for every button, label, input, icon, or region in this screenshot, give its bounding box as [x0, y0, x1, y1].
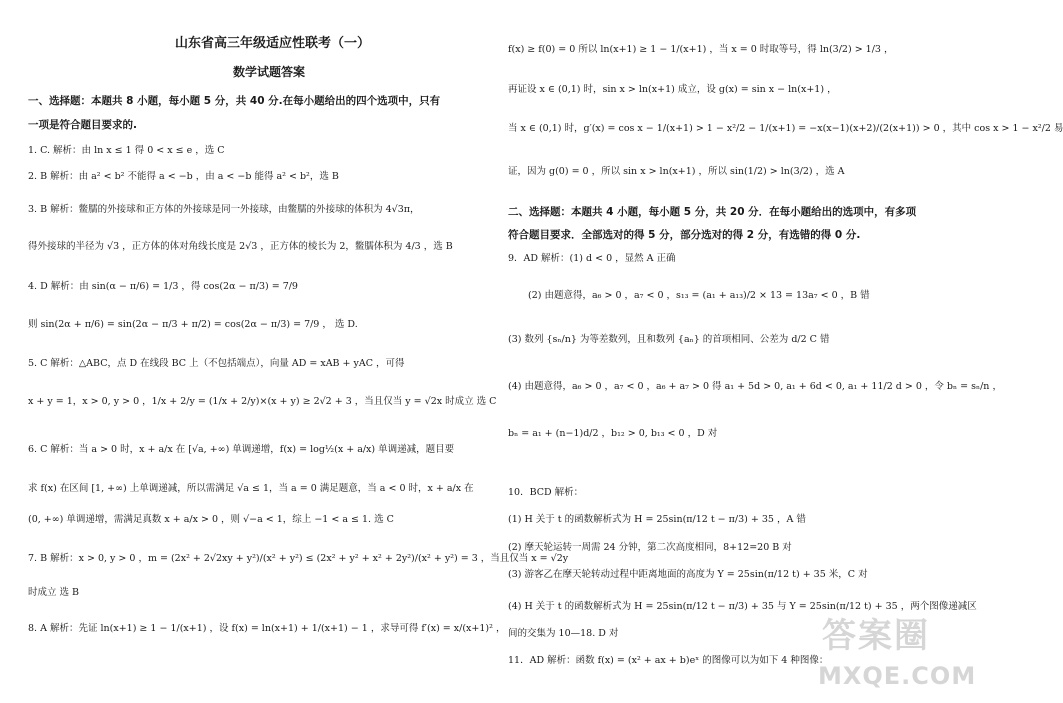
section-heading-1: 一、选择题：本题共 8 小题，每小题 5 分，共 40 分.在每小题给出的四个选项中，只有 [28, 95, 441, 107]
answer-line: 11．AD 解析：函数 f(x) = (x² + ax + b)eˣ 的图像可以为如下 4 种图像： [508, 655, 829, 666]
section-heading-2: 二、选择题：本题共 4 小题，每小题 5 分，共 20 分．在每小题给出的选项中，有多项 [508, 206, 917, 218]
answer-line: 8. A 解析：先证 ln(x+1) ≥ 1 − 1/(x+1) ，设 f(x) = ln(x+1) + 1/(x+1) − 1 ，求导可得 f′(x) = x/(x+1)² ， [28, 623, 506, 634]
answer-line: bₙ = a₁ + (n−1)d/2 ，b₁₂ > 0, b₁₃ < 0 ，D 对 [508, 428, 718, 439]
answer-line: 5. C 解析：△ABC，点 D 在线段 BC 上（不包括端点），向量 AD = xAB + yAC ，可得 [28, 358, 405, 369]
answer-line: (4) 由题意得，a₆ > 0 ，a₇ < 0 ，a₆ + a₇ > 0 得 a₁ + 5d > 0, a₁ + 6d < 0, a₁ + 11/2 d > 0 ，令 bₙ = sₙ/n ， [508, 381, 1002, 392]
answer-line: (3) 数列 {sₙ/n} 为等差数列，且和数列 {aₙ} 的首项相同、公差为 d/2 C 错 [508, 334, 830, 345]
answer-line: (2) 摩天轮运转一周需 24 分钟，第二次高度相同，8+12=20 B 对 [508, 542, 792, 553]
answer-line: 10．BCD 解析： [508, 487, 584, 498]
answer-line: 6. C 解析：当 a > 0 时，x + a/x 在 [√a, +∞) 单调递增，f(x) = log½(x + a/x) 单调递减，题目要 [28, 444, 455, 455]
answer-line: (4) H 关于 t 的函数解析式为 H = 25sin(π/12 t − π/3) + 35 与 Y = 25sin(π/12 t) + 35 ，两个图像递减区 [508, 601, 977, 612]
answer-line: 得外接球的半径为 √3 ，正方体的体对角线长度是 2√3 ，正方体的棱长为 2，鳖臑体积为 4/3 ，选 B [28, 241, 453, 252]
watermark-url: MXQE.COM [818, 662, 977, 690]
answer-line: 7. B 解析：x > 0, y > 0 ，m = (2x² + 2√2xy + y²)/(x² + y²) ≤ (2x² + y² + x² + 2y²)/(x² + y²) = 3 ，当且仅当 x = √2y [28, 553, 569, 564]
answer-line: 当 x ∈ (0,1) 时，g′(x) = cos x − 1/(x+1) > 1 − x²/2 − 1/(x+1) = −x(x−1)(x+2)/(2(x+1)) > 0 ，其中 cos x > 1 − x²/2 易 [508, 123, 1063, 134]
section-heading-1-cont: 一项是符合题目要求的. [28, 119, 137, 131]
answer-line: 3. B 解析：鳖臑的外接球和正方体的外接球是同一外接球，由鳖臑的外接球的体积为 4√3π， [28, 204, 420, 215]
answer-line: 则 sin(2α + π/6) = sin(2α − π/3 + π/2) = cos(2α − π/3) = 7/9 ， 选 D. [28, 319, 358, 330]
answer-line: 间的交集为 10—18. D 对 [508, 628, 619, 639]
section-heading-2-cont: 符合题目要求．全部选对的得 5 分，部分选对的得 2 分，有选错的得 0 分. [508, 229, 861, 241]
answer-line: 9．AD 解析：(1) d < 0 ，显然 A 正确 [508, 253, 676, 264]
answer-line: f(x) ≥ f(0) = 0 所以 ln(x+1) ≥ 1 − 1/(x+1) ，当 x = 0 时取等号，得 ln(3/2) > 1/3 ， [508, 44, 894, 55]
answer-line: 2. B 解析：由 a² < b² 不能得 a < −b ，由 a < −b 能得 a² < b²，选 B [28, 171, 339, 182]
answer-line: (2) 由题意得，a₆ > 0 ，a₇ < 0 ，s₁₃ = (a₁ + a₁₃)/2 × 13 = 13a₇ < 0 ，B 错 [528, 290, 870, 301]
page-subtitle: 数学试题答案 [233, 65, 306, 79]
answer-line: 4. D 解析：由 sin(α − π/6) = 1/3 ，得 cos(2α − π/3) = 7/9 [28, 281, 298, 292]
answer-line: x + y = 1，x > 0, y > 0 ，1/x + 2/y = (1/x + 2/y)×(x + y) ≥ 2√2 + 3 ，当且仅当 y = √2x 时成立 选 C [28, 396, 497, 407]
answer-line: 时成立 选 B [28, 587, 80, 598]
answer-line: 求 f(x) 在区间 [1, +∞) 上单调递减，所以需满足 √a ≤ 1，当 a = 0 满足题意，当 a < 0 时，x + a/x 在 [28, 483, 474, 494]
watermark-logo: 答案圈 [822, 616, 930, 656]
answer-line: (3) 游客乙在摩天轮转动过程中距离地面的高度为 Y = 25sin(π/12 t) + 35 米，C 对 [508, 569, 868, 580]
answer-line: (0, +∞) 单调递增，需满足真数 x + a/x > 0 ，则 √−a < 1，综上 −1 < a ≤ 1. 选 C [28, 514, 394, 525]
answer-line: 证，因为 g(0) = 0 ，所以 sin x > ln(x+1) ，所以 sin(1/2) > ln(3/2) ，选 A [508, 166, 845, 177]
answer-line: (1) H 关于 t 的函数解析式为 H = 25sin(π/12 t − π/3) + 35 ，A 错 [508, 514, 806, 525]
page-title: 山东省高三年级适应性联考（一） [175, 36, 371, 51]
answer-line: 再证设 x ∈ (0,1) 时，sin x > ln(x+1) 成立，设 g(x) = sin x − ln(x+1) ， [508, 84, 837, 95]
answer-line: 1. C. 解析：由 ln x ≤ 1 得 0 < x ≤ e ，选 C [28, 145, 225, 156]
right-column [500, 0, 1063, 703]
